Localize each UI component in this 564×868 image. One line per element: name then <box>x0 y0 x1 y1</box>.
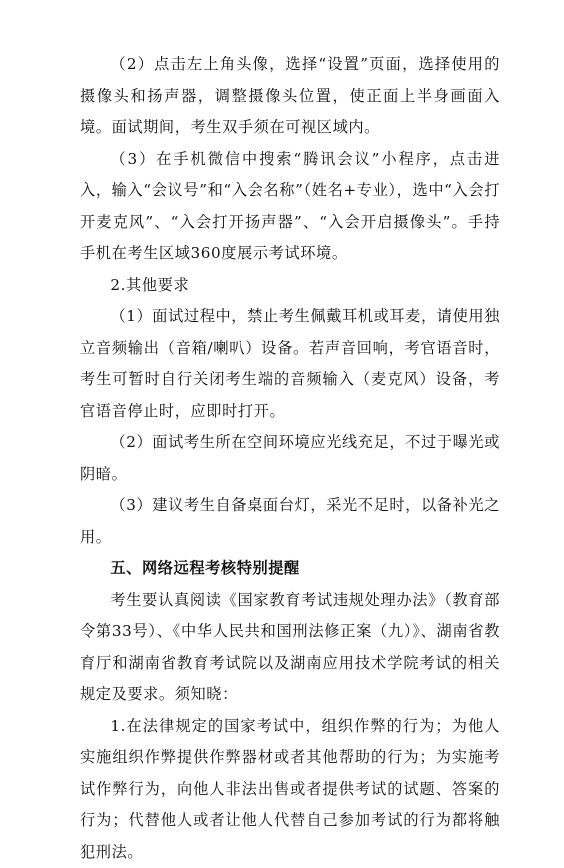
paragraph-other-requirements-title: 2.其他要求 <box>80 270 500 302</box>
paragraph-camera-setup: （2）点击左上角头像，选择“设置”页面，选择使用的摄像头和扬声器，调整摄像头位置，使正面上半身画面入境。面试期间，考生双手须在可视区域内。 <box>80 49 500 144</box>
paragraph-lighting: （2）面试考生所在空间环境应光线充足，不过于曝光或阴暗。 <box>80 427 500 490</box>
paragraph-no-headphones: （1）面试过程中，禁止考生佩戴耳机或耳麦，请使用独立音频输出（音箱/喇叭）设备。若声音回响，考官语音时，考生可暂时自行关闭考生端的音频输入（麦克风）设备，考官语音停止时，应即时打开。 <box>80 301 500 427</box>
document-page <box>80 49 500 868</box>
section-heading-remote-exam-reminder: 五、网络远程考核特别提醒 <box>80 553 500 585</box>
paragraph-criminal-law-warning: 1.在法律规定的国家考试中，组织作弊的行为；为他人实施组织作弊提供作弊器材或者其他帮助的行为；为实施考试作弊行为，向他人非法出售或者提供考试的试题、答案的行为；代替他人或者让他人代替自己参加考试的行为都将触犯刑法。 <box>80 711 500 868</box>
paragraph-wechat-meeting: （3）在手机微信中搜索“腾讯会议”小程序，点击进入，输入“会议号”和“入会名称”（姓名+专业），选中“入会打开麦克风”、“入会打开扬声器”、“入会开启摄像头”。手持手机在考生区域360度展示考试环境。 <box>80 144 500 270</box>
paragraph-read-regulations: 考生要认真阅读《国家教育考试违规处理办法》（教育部令第33号）、《中华人民共和国刑法修正案（九）》、湖南省教育厅和湖南省教育考试院以及湖南应用技术学院考试的相关规定及要求。须知晓： <box>80 585 500 711</box>
paragraph-desk-lamp: （3）建议考生自备桌面台灯，采光不足时，以备补光之用。 <box>80 490 500 553</box>
